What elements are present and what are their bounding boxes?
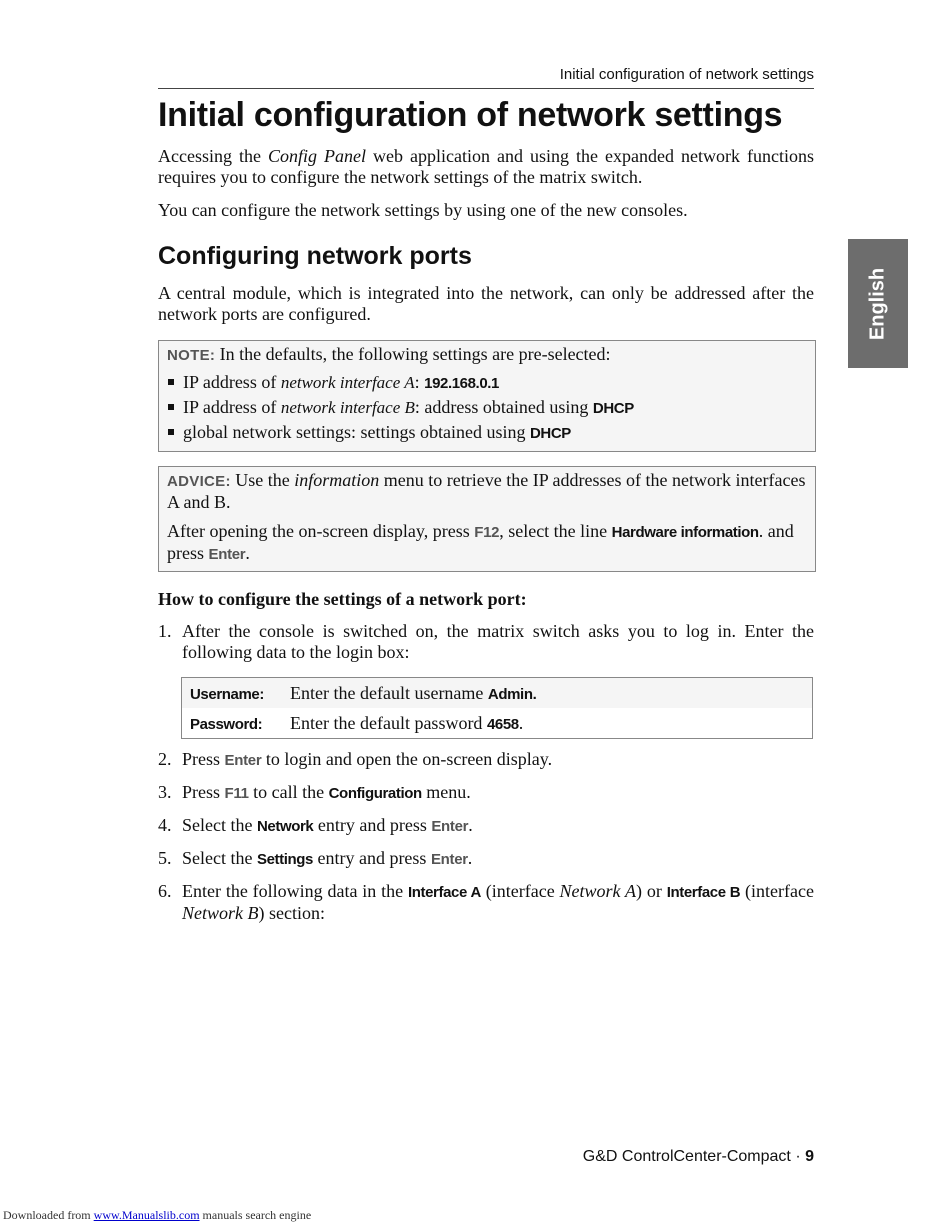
step-5: 5. Select the Settings entry and press Enter. xyxy=(158,848,473,868)
note-text: NOTE: In the defaults, the following settings are pre-selected: xyxy=(167,344,611,364)
bullet-icon xyxy=(168,379,174,385)
page-number: 9 xyxy=(805,1148,814,1165)
advice-box xyxy=(158,466,816,572)
page-footer: G&D ControlCenter-Compact · 9 xyxy=(582,1148,814,1165)
section-heading: Configuring network ports xyxy=(158,242,472,270)
step-3: 3. Press F11 to call the Configuration menu. xyxy=(158,782,471,802)
note-item: IP address of network interface B: address obtained using DHCP xyxy=(167,395,807,420)
note-label: NOTE: xyxy=(167,347,216,364)
table-row: Username: Enter the default username Admin. xyxy=(182,678,813,709)
step-6: 6. Enter the following data in the Interface A (interface Network A) or Interface B (interface Network B) section: xyxy=(158,881,814,923)
step-4: 4. Select the Network entry and press Enter. xyxy=(158,815,473,835)
procedure-title: How to configure the settings of a network port: xyxy=(158,589,527,609)
note-list xyxy=(167,370,807,445)
username-label: Username: xyxy=(190,685,264,703)
table-row: Password: Enter the default password 4658. xyxy=(190,712,524,733)
username-value: Admin. xyxy=(487,685,537,703)
login-table xyxy=(181,677,813,739)
bullet-icon xyxy=(168,429,174,435)
note-box xyxy=(158,340,816,452)
language-tab xyxy=(848,239,908,368)
step-2: 2. Press Enter to login and open the on-screen display. xyxy=(158,749,553,769)
page-title: Initial configuration of network settings xyxy=(158,96,783,134)
header-divider xyxy=(158,88,814,89)
language-tab-label: English xyxy=(866,267,889,340)
password-label: Password: xyxy=(190,715,263,733)
running-header: Initial configuration of network settings xyxy=(559,66,814,83)
section-paragraph: A central module, which is integrated into the network, can only be addressed after the network ports are configured. xyxy=(158,283,814,324)
advice-label: ADVICE: xyxy=(167,473,231,490)
advice-text: ADVICE: Use the information menu to retrieve the IP addresses of the network interfaces A and B. xyxy=(167,470,806,512)
password-value: 4658 xyxy=(486,715,519,733)
manualslib-link[interactable]: www.Manualslib.com xyxy=(93,1208,200,1222)
download-note: Downloaded from www.Manualslib.com manuals search engine xyxy=(3,1208,312,1222)
note-item: global network settings: settings obtained using DHCP xyxy=(167,420,807,445)
advice-instructions: After opening the on-screen display, press F12, select the line Hardware information. and press Enter. xyxy=(167,521,794,563)
note-item: IP address of network interface A: 192.168.0.1 xyxy=(167,370,807,395)
intro-paragraph-1: Accessing the Config Panel web application and using the expanded network functions requires you to configure the network settings of the matrix switch. xyxy=(158,146,815,187)
intro-paragraph-2: You can configure the network settings by using one of the new consoles. xyxy=(158,200,688,220)
bullet-icon xyxy=(168,404,174,410)
step-1: 1. After the console is switched on, the matrix switch asks you to log in. Enter the following data to the login box: xyxy=(158,621,814,662)
